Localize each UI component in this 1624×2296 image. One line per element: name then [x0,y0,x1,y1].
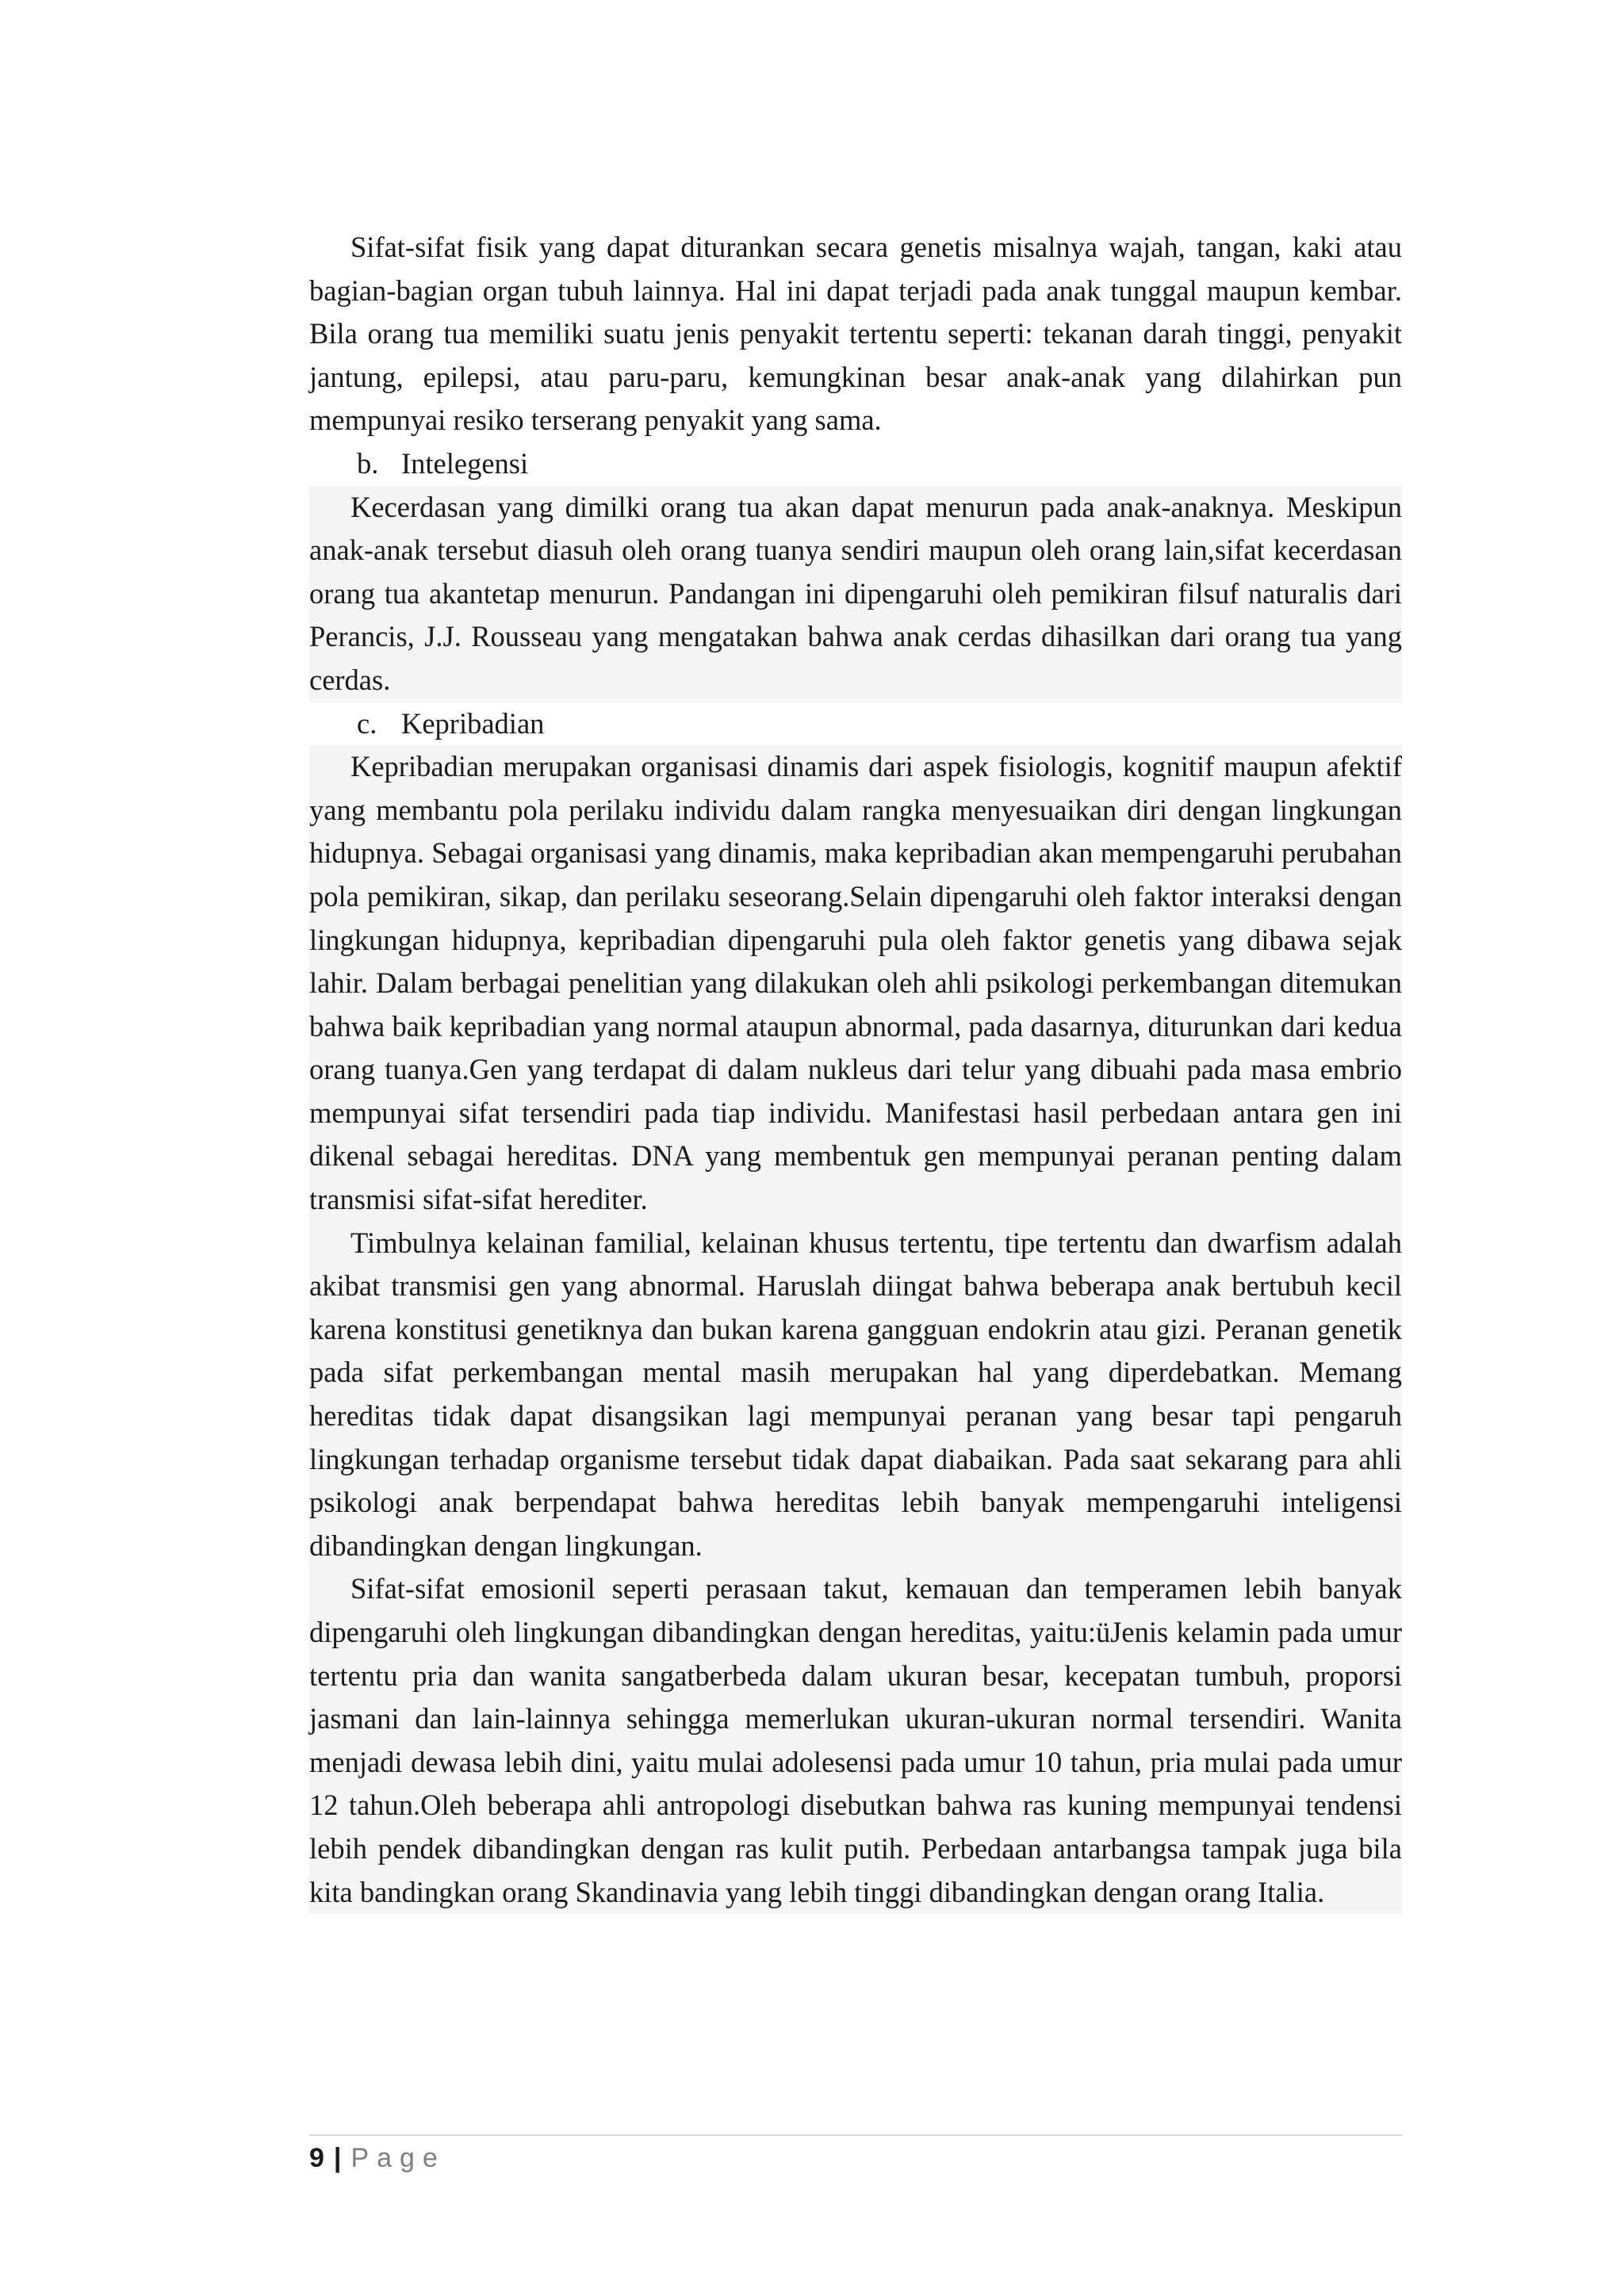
kepribadian-paragraph-3: Sifat-sifat emosionil seperti perasaan takut, kemauan dan temperamen lebih banyak dipengaruhi oleh lingkungan dibandingkan dengan hereditas, yaitu:üJenis kelamin pada umur tertentu pria dan wanita sangatberbeda dalam ukuran besar, kecepatan tumbuh, proporsi jasmani dan lain-lainnya sehingga memerlukan ukuran-ukuran normal tersendiri. Wanita menjadi dewasa lebih dini, yaitu mulai adolesensi pada umur 10 tahun, pria mulai pada umur 12 tahun.Oleh beberapa ahli antropologi disebutkan bahwa ras kuning mempunyai tendensi lebih pendek dibandingkan dengan ras kulit putih. Perbedaan antarbangsa tampak juga bila kita bandingkan orang Skandinavia yang lebih tinggi dibandingkan dengan orang Italia. [309,1572,1402,1908]
section-heading-intelegensi [309,442,1402,486]
intro-paragraph: Sifat-sifat fisik yang dapat diturankan secara genetis misalnya wajah, tangan, kaki atau bagian-bagian organ tubuh lainnya. Hal ini dapat terjadi pada anak tunggal maupun kembar. Bila orang tua memiliki suatu jenis penyakit tertentu seperti: tekanan darah tinggi, penyakit jantung, epilepsi, atau paru-paru, kemungkinan besar anak-anak yang dilahirkan pun mempunyai resiko terserang penyakit yang sama. [309,231,1402,437]
page-footer [309,2141,446,2175]
kepribadian-content [309,745,1402,1914]
section-letter: b. [357,446,379,480]
section-heading-kepribadian [309,702,1402,746]
kepribadian-paragraph-1: Kepribadian merupakan organisasi dinamis dari aspek fisiologis, kognitif maupun afektif yang membantu pola perilaku individu dalam rangka menyesuaikan diri dengan lingkungan hidupnya. Sebagai organisasi yang dinamis, maka kepribadian akan mempengaruhi perubahan pola pemikiran, sikap, dan perilaku seseorang.Selain dipengaruhi oleh faktor interaksi dengan lingkungan hidupnya, kepribadian dipengaruhi pula oleh faktor genetis yang dibawa sejak lahir. Dalam berbagai penelitian yang dilakukan oleh ahli psikologi perkembangan ditemukan bahwa baik kepribadian yang normal ataupun abnormal, pada dasarnya, diturunkan dari kedua orang tuanya.Gen yang terdapat di dalam nukleus dari telur yang dibuahi pada masa embrio mempunyai sifat tersendiri pada tiap individu. Manifestasi hasil perbedaan antara gen ini dikenal sebagai hereditas. DNA yang membentuk gen mempunyai peranan penting dalam transmisi sifat-sifat herediter. [309,750,1402,1216]
intelegensi-paragraph: Kecerdasan yang dimilki orang tua akan dapat menurun pada anak-anaknya. Meskipun anak-anak tersebut diasuh oleh orang tuanya sendiri maupun oleh orang lain,sifat kecerdasan orang tua akantetap menurun. Pandangan ini dipengaruhi oleh pemikiran filsuf naturalis dari Perancis, J.J. Rousseau yang mengatakan bahwa anak cerdas dihasilkan dari orang tua yang cerdas. [309,486,1402,702]
section-title: Kepribadian [401,706,545,740]
document-body [309,226,1402,1914]
page-number: 9 [309,2143,324,2173]
footer-divider [309,2134,1402,2136]
page-label: Page [350,2143,446,2173]
footer-separator: | [333,2143,342,2173]
section-letter: c. [357,706,377,740]
kepribadian-paragraph-2: Timbulnya kelainan familial, kelainan khusus tertentu, tipe tertentu dan dwarfism adalah akibat transmisi gen yang abnormal. Haruslah diingat bahwa beberapa anak bertubuh kecil karena konstitusi genetiknya dan bukan karena gangguan endokrin atau gizi. Peranan genetik pada sifat perkembangan mental masih merupakan hal yang diperdebatkan. Memang hereditas tidak dapat disangsikan lagi mempunyai peranan yang besar tapi pengaruh lingkungan terhadap organisme tersebut tidak dapat diabaikan. Pada saat sekarang para ahli psikologi anak berpendapat bahwa hereditas lebih banyak mempengaruhi inteligensi dibandingkan dengan lingkungan. [309,1226,1402,1562]
section-title: Intelegensi [401,446,529,480]
